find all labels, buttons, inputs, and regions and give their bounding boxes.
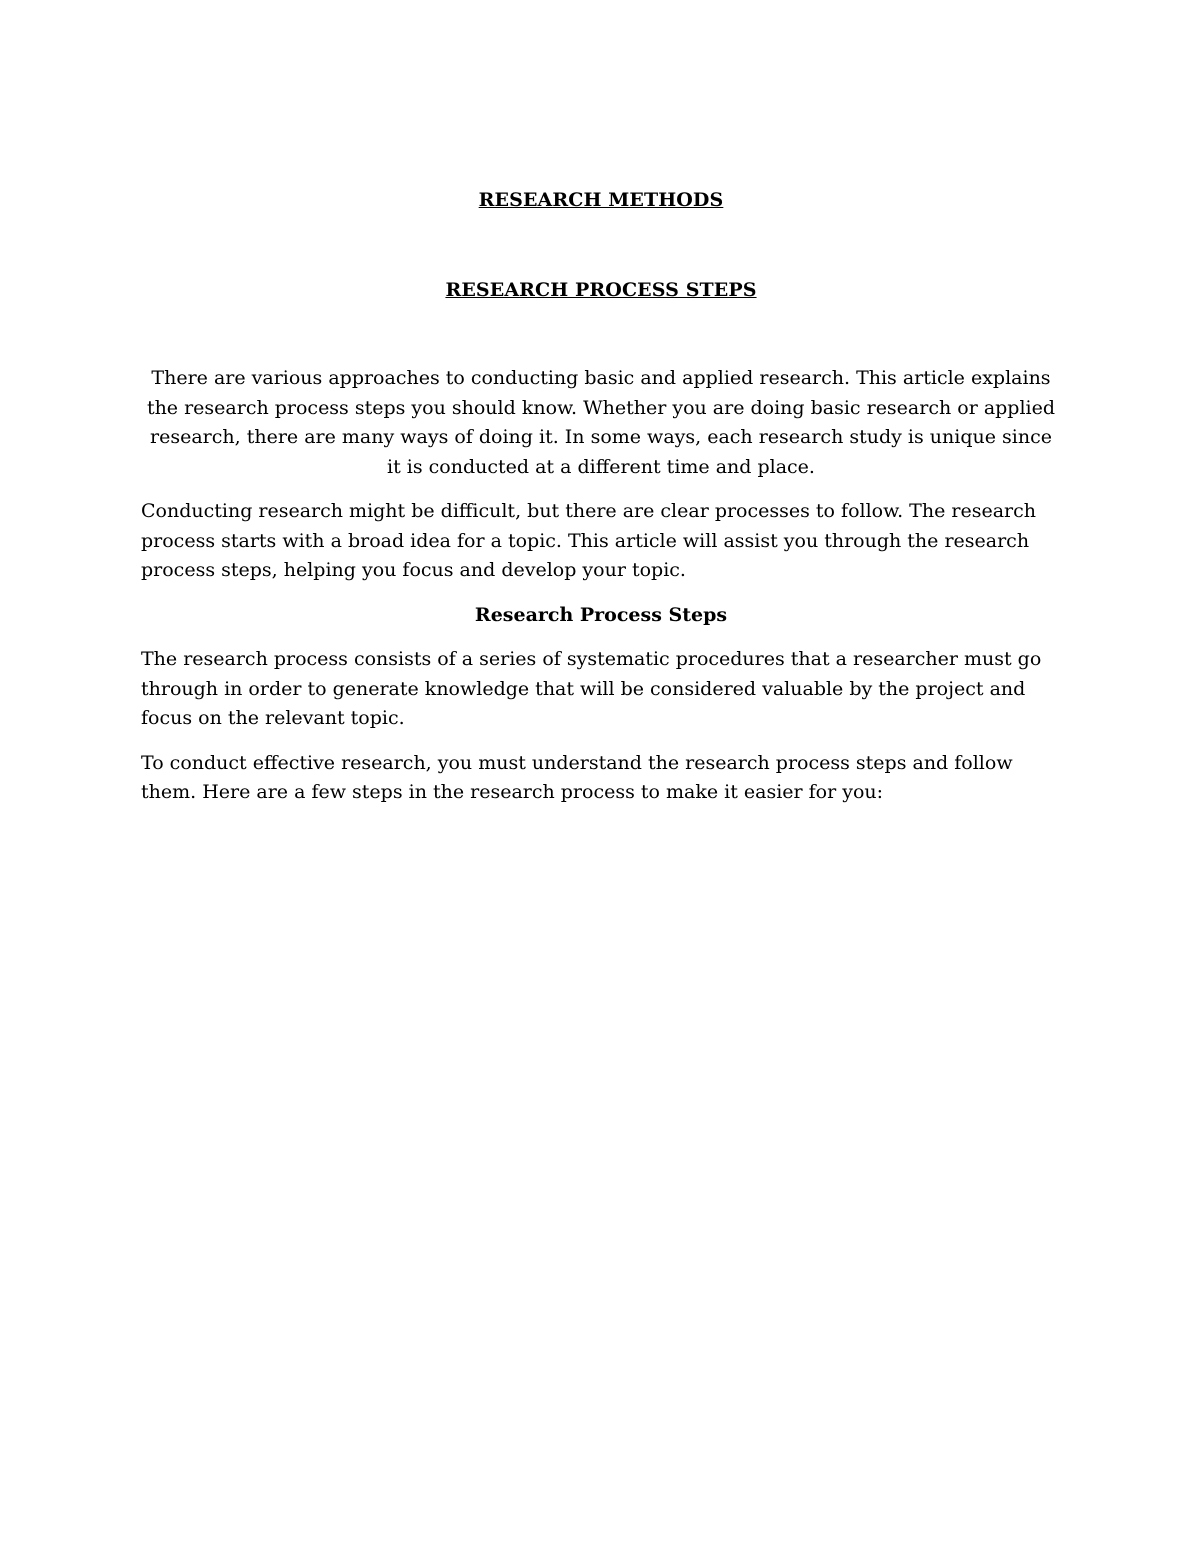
intro-paragraph: There are various approaches to conducting basic and applied research. This article explains the research process steps you should know. Whether you are doing basic research or applied research, there are many ways of doing it. In some ways, each research study is unique since it is conducted at a different time and place. xyxy=(146,367,1056,478)
document-body xyxy=(141,186,1061,808)
document-title: RESEARCH METHODS xyxy=(478,189,724,211)
body-paragraph-2: Conducting research might be difficult, but there are clear processes to follow. The research process starts with a broad idea for a topic. This article will assist you through the research process steps, helping you focus and develop your topic. xyxy=(141,500,1036,581)
body-paragraph-3: The research process consists of a series of systematic procedures that a researcher must go through in order to generate knowledge that will be considered valuable by the project and focus on the relevant topic. xyxy=(141,648,1042,729)
body-paragraph-4: To conduct effective research, you must understand the research process steps and follow them. Here are a few steps in the research process to make it easier for you: xyxy=(141,751,1013,803)
document-subtitle: RESEARCH PROCESS STEPS xyxy=(445,279,757,301)
section-heading: Research Process Steps xyxy=(474,603,728,626)
